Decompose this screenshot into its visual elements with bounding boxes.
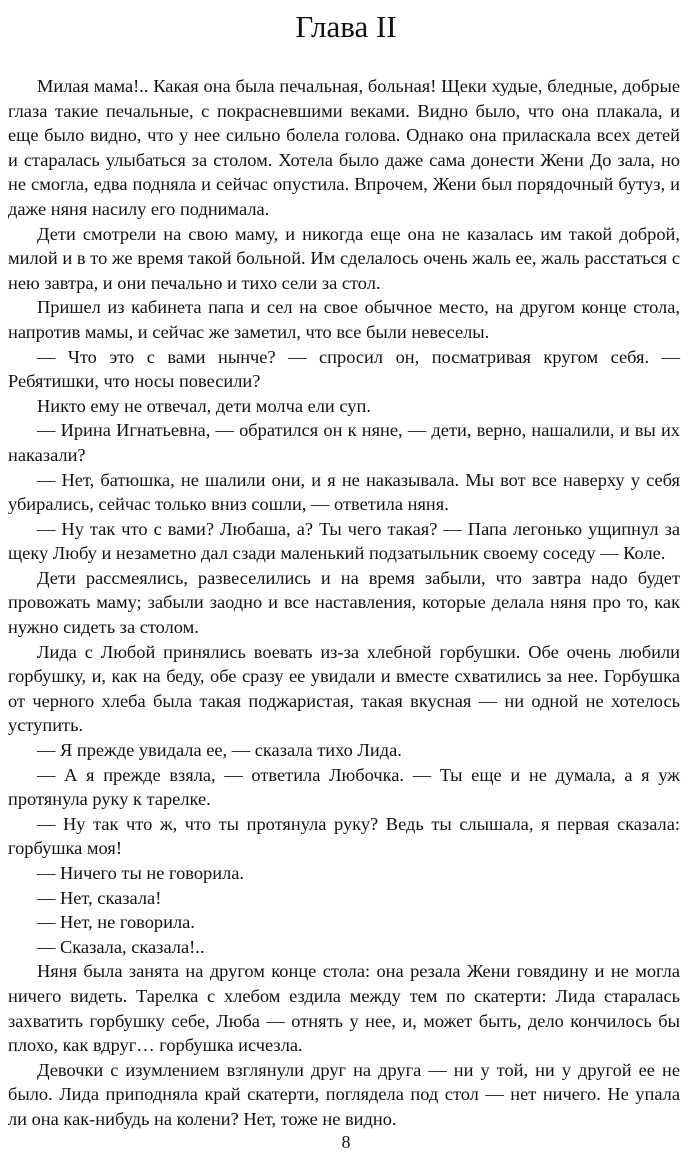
paragraph: — Нет, не говорила. bbox=[37, 912, 195, 933]
paragraph: — Нет, сказала! bbox=[37, 887, 162, 908]
paragraph: — Ну так что ж, что ты протянула руку? Ведь ты слышала, я первая сказала: горбушка моя! bbox=[8, 813, 680, 859]
paragraph: Пришел из кабинета папа и сел на свое обычное место, на другом конце стола, напротив мамы, и сейчас же заметил, что все были невеселы. bbox=[8, 297, 680, 342]
paragraph: Няня была занята на другом конце стола: она резала Жени говядину и не могла ничего видеть. Тарелка с хлебом ездила между тем по скатерти: Лида старалась захватить горбушку себе, Люба — отнять у нее, и, может быть, дело кончилось бы плохо, как вдруг… горбушка исчезла. bbox=[8, 961, 680, 1056]
chapter-body bbox=[8, 74, 680, 1132]
paragraph: Лида с Любой принялись воевать из-за хлебной горбушки. Обе очень любили горбушку, и, как на беду, обе сразу ее увидали и вместе схватились за нее. Горбушка от черного хлеба была такая поджаристая, такая вкусная — ни одной не хотелось уступить. bbox=[8, 641, 680, 736]
paragraph: — А я прежде взяла, — ответила Любочка. — Ты еще и не думала, а я уж протянула руку к тарелке. bbox=[8, 764, 680, 810]
paragraph: Дети смотрели на свою маму, и никогда еще она не казалась им такой доброй, милой и в то же время такой больной. Им сделалось очень жаль ее, жаль расстаться с нею завтра, и они печально и тихо сели за стол. bbox=[8, 223, 680, 293]
paragraph: — Сказала, сказала!.. bbox=[37, 936, 205, 957]
paragraph: — Ирина Игнатьевна, — обратился он к няне, — дети, верно, нашалили, и вы их наказали? bbox=[8, 420, 680, 465]
paragraph: Девочки с изумлением взглянули друг на друга — ни у той, ни у другой ее не было. Лида приподняла край скатерти, поглядела под стол — нет ничего. Не упала ли она как-нибудь на колени? Нет, тоже не видно. bbox=[8, 1059, 680, 1129]
paragraph: Дети рассмеялись, развеселились и на время забыли, что завтра надо будет провожать маму; забыли заодно и все наставления, которые делала няня про то, как нужно сидеть за столом. bbox=[8, 567, 680, 638]
paragraph: — Что это с вами нынче? — спросил он, посматривая кругом себя. — Ребятишки, что носы повесили? bbox=[8, 346, 680, 392]
paragraph: — Ну так что с вами? Любаша, а? Ты чего такая? — Папа легонько ущипнул за щеку Любу и незаметно дал сзади маленький подзатыльник своему соседу — Коле. bbox=[8, 518, 680, 564]
page-number: 8 bbox=[341, 1132, 351, 1152]
paragraph: — Ничего ты не говорила. bbox=[37, 863, 245, 883]
paragraph: Никто ему не отвечал, дети молча ели суп. bbox=[37, 395, 371, 416]
paragraph: Милая мама!.. Какая она была печальная, больная! Щеки худые, бледные, добрые глаза такие печальные, с покрасневшими веками. Видно было, что она плакала, и еще было видно, что у нее сильно болела голова. Однако она приласкала всех детей и старалась улыбаться за столом. Хотела было даже сама донести Жени До зала, но не смогла, едва подняла и сейчас опустила. Впрочем, Жени был порядочный бутуз, и даже няня насилу его поднимала. bbox=[8, 76, 680, 219]
paragraph: — Я прежде увидала ее, — сказала тихо Лида. bbox=[37, 740, 402, 761]
chapter-title: Глава II bbox=[295, 9, 397, 44]
paragraph: — Нет, батюшка, не шалили они, и я не наказывала. Мы вот все наверху у себя убирались, сейчас только вниз сошли, — ответила няня. bbox=[8, 469, 680, 515]
